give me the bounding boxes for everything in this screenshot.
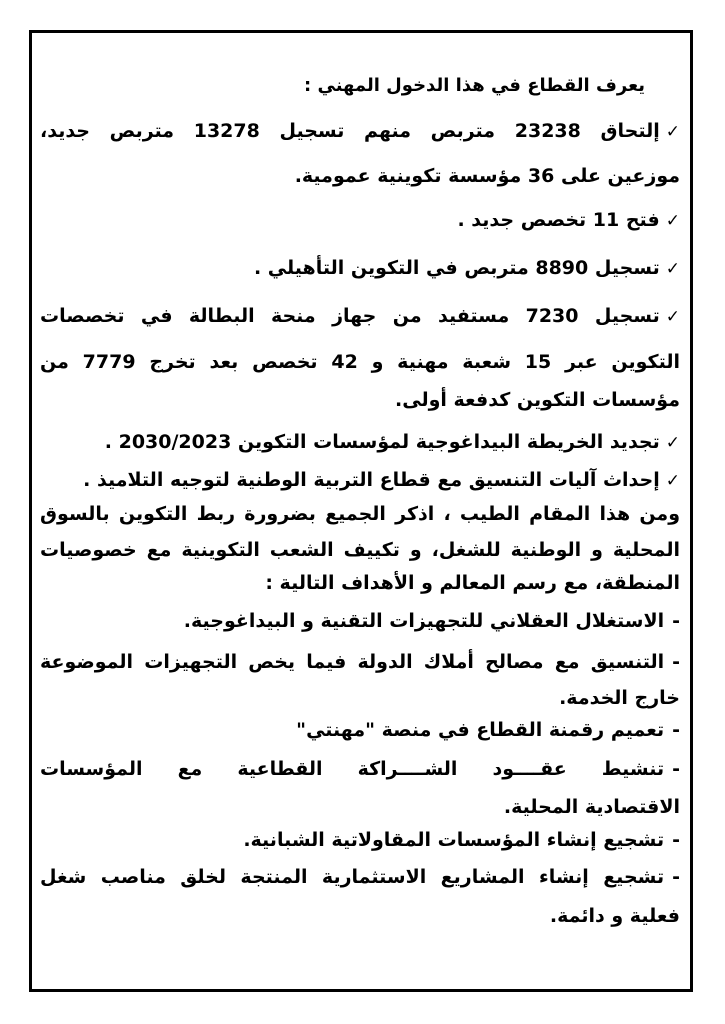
item-coordination: ✓إحداث آليات التنسيق مع قطاع التربية الوطنية لتوجيه التلاميذ . xyxy=(83,469,680,491)
check-icon: ✓ xyxy=(665,211,680,231)
intro-heading: يعرف القطاع في هذا الدخول المهني : xyxy=(304,75,645,96)
paragraph-line-3: المنطقة، مع رسم المعالم و الأهداف التالية : xyxy=(265,572,680,594)
item-unemployment-grant: ✓تسجيل 7230 مستفيد من جهاز منحة البطالة في تخصصات xyxy=(40,305,680,327)
item-new-specialties: ✓فتح 11 تخصص جديد . xyxy=(457,209,680,231)
goal-state-property-cont: خارج الخدمة. xyxy=(559,687,680,709)
goal-investment-projects-cont: فعلية و دائمة. xyxy=(549,905,680,927)
paragraph-line-2: المحلية و الوطنية للشغل، و تكييف الشعب التكوينية مع خصوصيات xyxy=(40,539,680,561)
item-enrollment: ✓إلتحاق 23238 متربص منهم تسجيل 13278 متربص جديد، xyxy=(40,120,680,142)
check-icon: ✓ xyxy=(665,259,680,279)
goal-digitization: -تعميم رقمنة القطاع في منصة "مهنتي" xyxy=(296,719,680,741)
paragraph-line-1: ومن هذا المقام الطيب ، اذكر الجميع بضرورة ربط التكوين بالسوق xyxy=(40,503,680,525)
check-icon: ✓ xyxy=(665,307,680,327)
goal-state-property: -التنسيق مع مصالح أملاك الدولة فيما يخص التجهيزات الموضوعة xyxy=(40,651,680,673)
check-icon: ✓ xyxy=(665,471,680,491)
check-icon: ✓ xyxy=(665,433,680,453)
goal-investment-projects: -تشجيع إنشاء المشاريع الاستثمارية المنتجة لخلق مناصب شغل xyxy=(40,866,680,888)
item-pedagogical-map: ✓تجديد الخريطة البيداغوجية لمؤسسات التكوين 2030/2023 . xyxy=(104,431,680,453)
item-unemployment-grant-cont: التكوين عبر 15 شعبة مهنية و 42 تخصص بعد تخرج 7779 من xyxy=(40,351,680,373)
check-icon: ✓ xyxy=(665,122,680,142)
goal-partnerships-cont: الاقتصادية المحلية. xyxy=(503,796,680,818)
goal-rational-use: -الاستغلال العقلاني للتجهيزات التقنية و البيداغوجية. xyxy=(183,610,680,632)
goal-partnerships: -تنشيط عقــــود الشــــراكة القطاعية مع المؤسسات xyxy=(40,758,680,780)
item-qualifying-training: ✓تسجيل 8890 متربص في التكوين التأهيلي . xyxy=(253,257,680,279)
goal-youth-enterprises: -تشجيع إنشاء المؤسسات المقاولاتية الشبانية. xyxy=(243,829,680,851)
item-unemployment-grant-end: مؤسسات التكوين كدفعة أولى. xyxy=(395,389,680,411)
item-enrollment-cont: موزعين على 36 مؤسسة تكوينية عمومية. xyxy=(294,165,680,187)
